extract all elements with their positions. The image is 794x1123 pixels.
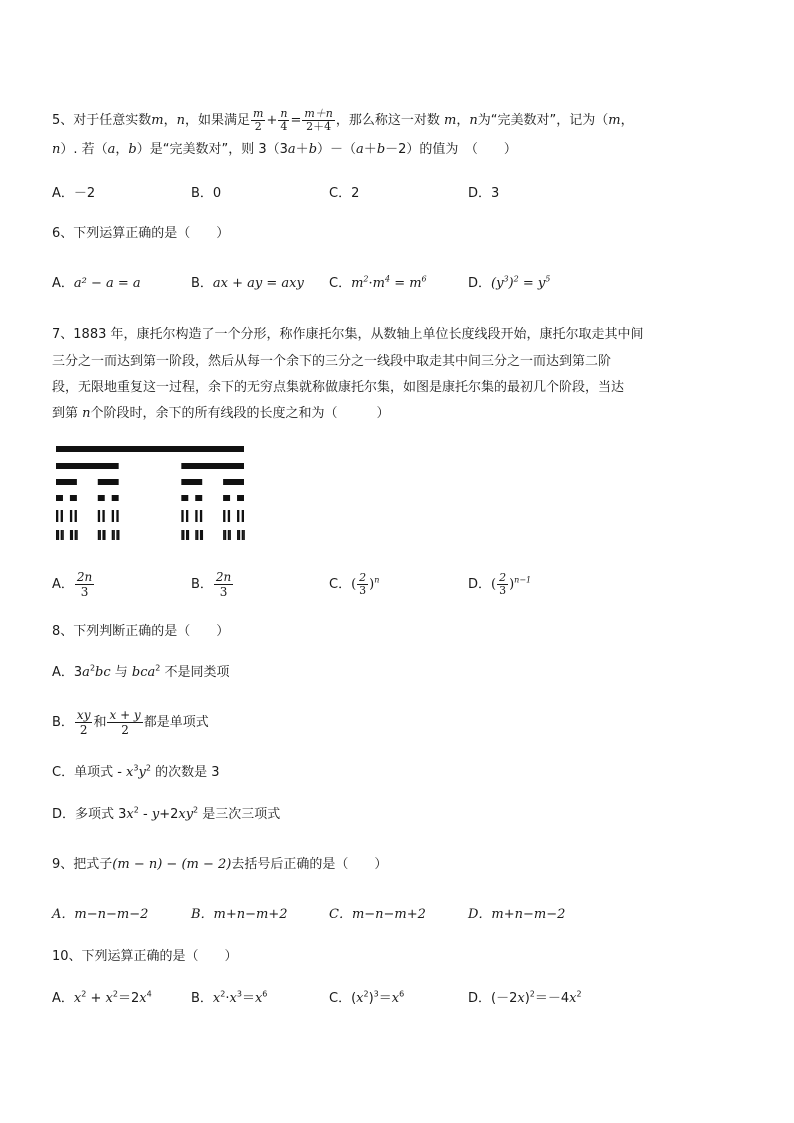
open-part: (y <box>491 276 504 291</box>
option-label: A． <box>52 991 74 1006</box>
cantor-segment <box>98 530 100 540</box>
exponent: 5 <box>545 274 551 284</box>
exponent: 6 <box>262 989 268 999</box>
option-text: 不是同类项 <box>160 665 230 680</box>
q9-option-b[interactable]: B．m+n−m+2 <box>191 907 288 922</box>
q7-stem-line3: 段，无限地重复这一过程，余下的无穷点集就称做康托尔集，如图是康托尔集的最初几个阶段，当达 <box>52 380 625 395</box>
cantor-segment <box>181 463 244 469</box>
denominator: 3 <box>75 584 94 599</box>
cantor-segment <box>181 530 183 540</box>
option-text: +2 <box>159 807 179 822</box>
cantor-segment <box>228 530 230 540</box>
q5-option-c[interactable]: C．2 <box>329 186 360 201</box>
q5-text: ，那么称这一对数 <box>335 113 440 128</box>
denominator: 3 <box>214 584 233 599</box>
cantor-segment <box>181 479 202 485</box>
var-n: n <box>469 113 478 128</box>
cantor-segment <box>112 530 114 540</box>
var-x: x <box>105 991 113 1006</box>
numerator: xy <box>76 708 91 722</box>
fraction-n-over-4 <box>278 108 289 133</box>
cantor-segment <box>229 530 231 540</box>
fraction <box>75 570 94 599</box>
var-x: x <box>569 991 577 1006</box>
q5-text: ＋ <box>363 142 377 157</box>
cantor-segment <box>56 510 58 522</box>
q9-stem <box>52 855 387 875</box>
option-label: C．( <box>329 991 357 1006</box>
option-expression <box>351 276 427 291</box>
fraction-xy-over-2 <box>75 708 93 737</box>
option-text: B． <box>52 715 74 730</box>
cantor-segment <box>181 495 188 501</box>
fraction <box>214 570 233 599</box>
numerator: 2 <box>499 571 507 584</box>
cantor-segment <box>75 510 77 522</box>
cantor-set-figure <box>56 446 248 542</box>
q7-option-d[interactable]: D．( $\frac{2}{3}$ )$^{n-1}$ <box>468 571 532 597</box>
numerator: 2n <box>215 570 232 584</box>
option-label: B． <box>191 577 213 592</box>
cantor-segment <box>223 530 225 540</box>
equals-part: = y <box>518 276 546 291</box>
q5-text: 为“完美数对”，记为（ <box>477 113 609 128</box>
q9-option-c[interactable]: C．m−n−m+2 <box>329 907 426 922</box>
var-bca: bca <box>131 665 156 680</box>
var-x: x <box>254 991 263 1006</box>
cantor-segment <box>242 510 244 522</box>
q7-option-b[interactable] <box>191 568 234 602</box>
equals-part: = m <box>390 276 422 291</box>
var-b: b <box>376 142 386 157</box>
q8-stem: 8、下列判断正确的是（ ） <box>52 624 230 639</box>
q9-option-a[interactable]: A．m−n−m−2 <box>52 907 149 922</box>
var-y: y <box>151 807 160 822</box>
option-text: 都是单项式 <box>143 715 209 730</box>
cantor-segment <box>223 510 225 522</box>
option-expression <box>491 276 550 291</box>
cantor-segment <box>181 510 183 522</box>
cantor-segment <box>56 495 63 501</box>
cantor-segment <box>56 530 58 540</box>
cantor-segment <box>98 510 100 522</box>
cantor-segment <box>61 530 63 540</box>
q6-option-d[interactable] <box>468 272 550 296</box>
cantor-segment <box>237 495 244 501</box>
exponent: 2 <box>81 989 87 999</box>
option-expression: ax + ay = axy <box>212 276 304 291</box>
denominator: 4 <box>278 120 289 133</box>
cantor-segment <box>183 530 185 540</box>
numerator: x + y <box>109 708 141 722</box>
var-a: a <box>356 142 364 157</box>
q10-option-b[interactable] <box>191 987 267 1011</box>
q8-option-b[interactable] <box>52 708 209 738</box>
cantor-segment <box>102 510 104 522</box>
cantor-segment <box>223 479 244 485</box>
dot-operator: · <box>225 991 230 1006</box>
option-text: A．3 <box>52 665 83 680</box>
denominator: 2 <box>107 722 142 737</box>
cantor-segment <box>98 495 105 501</box>
exponent: n−1 <box>514 575 532 585</box>
exponent: 6 <box>399 989 405 999</box>
exponent: 2 <box>133 805 139 815</box>
exponent: 4 <box>384 274 391 284</box>
q5-option-b[interactable]: B．0 <box>191 186 222 201</box>
cantor-segment <box>116 510 118 522</box>
cantor-set-segments <box>56 446 245 540</box>
exponent: 4 <box>146 989 152 999</box>
var-y: y <box>138 765 146 780</box>
cantor-segment <box>237 510 239 522</box>
option-label: D．(－2 <box>468 991 518 1006</box>
exponent: 2 <box>193 805 199 815</box>
cantor-segment <box>195 530 197 540</box>
cantor-segment <box>71 530 73 540</box>
q5-option-a[interactable]: A．－2 <box>52 186 96 201</box>
cantor-segment <box>112 495 119 501</box>
cantor-segment <box>243 530 245 540</box>
option-label: A． <box>52 577 74 592</box>
cantor-segment <box>70 495 77 501</box>
cantor-segment <box>239 530 241 540</box>
var-n: n <box>82 406 91 421</box>
equals-part: ＝－4 <box>534 991 570 1006</box>
cantor-segment <box>76 530 78 540</box>
numerator: n <box>280 107 288 120</box>
cantor-segment <box>98 479 119 485</box>
exponent: 2 <box>220 989 226 999</box>
q5-text: ）是“完美数对”，则 3（3 <box>136 142 288 157</box>
cantor-segment <box>186 510 188 522</box>
cantor-segment <box>61 510 63 522</box>
var-x: x <box>391 991 400 1006</box>
var-xy: xy <box>178 807 194 822</box>
exponent: 2 <box>576 989 582 999</box>
var-a: a <box>82 665 90 680</box>
exponent: n <box>374 575 380 585</box>
option-label: C． <box>329 276 352 291</box>
q10-option-d[interactable] <box>468 987 582 1011</box>
fraction <box>497 572 508 597</box>
q10-option-a[interactable] <box>52 987 152 1011</box>
option-text: 和 <box>93 715 107 730</box>
exponent: 2 <box>363 274 369 284</box>
q6-option-c[interactable] <box>329 272 427 296</box>
option-label: D． <box>468 577 492 592</box>
option-label: A． <box>52 276 74 291</box>
option-label: D． <box>468 276 492 291</box>
exponent: 2 <box>89 663 96 673</box>
fraction-sum <box>302 108 335 133</box>
q7-option-c[interactable]: C．( $\frac{2}{3}$ )$^n$ <box>329 571 380 597</box>
cantor-segment <box>237 530 239 540</box>
q7-text: 个阶段时，余下的所有线段的长度之和为（ ） <box>90 406 390 421</box>
q10-option-c[interactable] <box>329 987 404 1011</box>
var-m: m <box>351 276 364 291</box>
cantor-segment <box>195 510 197 522</box>
cantor-segment <box>70 530 72 540</box>
var-m: m <box>372 276 385 291</box>
plus-part: + <box>86 991 106 1006</box>
var-x: x <box>126 765 134 780</box>
denominator: 2＋4 <box>302 120 335 133</box>
q7-stem-line2: 三分之一而达到第一阶段，然后从每一个余下的三分之一线段中取走其中间三分之一而达到第二阶 <box>52 354 612 369</box>
q5-text: ， <box>456 113 470 128</box>
cantor-segment <box>200 530 202 540</box>
q5-text: ＋ <box>295 142 309 157</box>
dot-operator: · <box>368 276 373 291</box>
denominator: 3 <box>359 584 367 597</box>
equals-part: ＝2 <box>117 991 140 1006</box>
option-text: - <box>138 807 152 822</box>
var-n: n <box>176 113 185 128</box>
var-a: a <box>107 142 116 157</box>
cantor-segment <box>116 530 118 540</box>
q9-text: 去括号后正确的是（ ） <box>231 857 388 872</box>
cantor-segment <box>225 530 227 540</box>
var-n: n <box>52 142 61 157</box>
equals-sign: = <box>290 113 302 128</box>
q7-text: 到第 <box>52 406 83 421</box>
exponent: 2 <box>529 989 535 999</box>
exponent: 3 <box>236 989 242 999</box>
cantor-segment <box>113 530 115 540</box>
var-m: m <box>151 113 164 128</box>
q5-text: 5、对于任意实数 <box>52 113 152 128</box>
var-x: x <box>517 991 525 1006</box>
q6-option-a[interactable] <box>52 272 141 296</box>
equals-part: ＝ <box>241 991 255 1006</box>
option-label: B． <box>191 276 213 291</box>
var-m: m <box>608 113 621 128</box>
cantor-segment <box>201 530 203 540</box>
var-b: b <box>308 142 318 157</box>
numerator: m＋n <box>304 107 333 120</box>
numerator: 2 <box>359 571 367 584</box>
numerator: 2n <box>76 570 93 584</box>
var-x: x <box>73 991 82 1006</box>
cantor-segment <box>58 530 60 540</box>
option-label: B． <box>191 991 213 1006</box>
cantor-segment <box>99 530 101 540</box>
q5-text: ， <box>620 113 634 128</box>
exponent: 2 <box>363 989 369 999</box>
cantor-segment <box>112 510 114 522</box>
denominator: 2 <box>251 120 265 133</box>
q8-option-d[interactable] <box>52 805 280 825</box>
exponent: 6 <box>421 274 427 284</box>
cantor-segment <box>70 510 72 522</box>
equals-part: ＝ <box>378 991 392 1006</box>
exponent: 2 <box>155 663 161 673</box>
q8-option-c[interactable] <box>52 763 219 783</box>
q5-stem-line1 <box>52 108 634 133</box>
plus-sign: + <box>266 113 278 128</box>
close-paren: ) <box>368 991 374 1006</box>
option-text: C．单项式 - <box>52 765 127 780</box>
cantor-segment <box>197 530 199 540</box>
var-x: x <box>126 807 134 822</box>
option-text: 的次数是 3 <box>150 765 220 780</box>
cantor-segment <box>195 495 202 501</box>
cantor-segment <box>102 530 104 540</box>
q5-option-d[interactable]: D．3 <box>468 186 500 201</box>
cantor-segment <box>200 510 202 522</box>
option-text: 是三次三项式 <box>198 807 281 822</box>
fraction-x-plus-y-over-2 <box>107 708 142 737</box>
option-text: D．多项式 3 <box>52 807 127 822</box>
numerator: m <box>253 107 264 120</box>
q6-option-b[interactable] <box>191 272 304 296</box>
option-text: 与 <box>110 665 132 680</box>
close-paren: ) <box>508 276 514 291</box>
q5-text: －2）的值为 （ ） <box>385 142 517 157</box>
var-x: x <box>139 991 147 1006</box>
cantor-segment <box>188 530 190 540</box>
q5-text: ， <box>115 142 129 157</box>
fraction <box>357 572 368 597</box>
q5-stem-line2 <box>52 140 517 160</box>
q7-stem-line4 <box>52 404 390 424</box>
q9-option-d[interactable]: D．m+n−m−2 <box>468 907 566 922</box>
var-m: m <box>444 113 457 128</box>
var-x: x <box>229 991 237 1006</box>
cantor-segment <box>223 495 230 501</box>
cantor-segment <box>118 530 120 540</box>
q6-stem: 6、下列运算正确的是（ ） <box>52 226 230 241</box>
q8-option-a[interactable] <box>52 663 230 683</box>
exponent: 3 <box>133 763 139 773</box>
exponent: 2 <box>513 274 519 284</box>
cantor-segment <box>242 530 244 540</box>
option-expression: a² − a = a <box>73 276 141 291</box>
var-x: x <box>212 991 221 1006</box>
denominator: 2 <box>75 722 93 737</box>
exponent: 3 <box>373 989 379 999</box>
var-b: b <box>128 142 137 157</box>
q5-text: ，如果满足 <box>185 113 251 128</box>
q9-text: 9、把式子 <box>52 857 113 872</box>
denominator: 3 <box>499 584 507 597</box>
q7-stem-line1: 7、1883 年，康托尔构造了一个分形，称作康托尔集，从数轴上单位长度线段开始，康托尔取走其中间 <box>52 327 644 342</box>
cantor-segment <box>104 530 106 540</box>
q5-text: ， <box>163 113 177 128</box>
q5-text: ）. 若（ <box>60 142 108 157</box>
cantor-segment <box>228 510 230 522</box>
var-a: a <box>287 142 296 157</box>
option-label: C． <box>329 577 352 592</box>
cantor-segment <box>56 463 119 469</box>
q5-text: ）－（ <box>317 142 357 157</box>
fraction-m-over-2 <box>251 108 265 133</box>
var-x: x <box>356 991 364 1006</box>
exponent: 3 <box>503 274 509 284</box>
cantor-segment <box>75 530 77 540</box>
cantor-segment <box>62 530 64 540</box>
q9-expression: (m − n) − (m − 2) <box>112 857 232 872</box>
q10-stem: 10、下列运算正确的是（ ） <box>52 949 238 964</box>
var-bc: bc <box>95 665 111 680</box>
close-paren: ) <box>524 991 530 1006</box>
cantor-segment <box>186 530 188 540</box>
cantor-segment <box>56 479 77 485</box>
cantor-segment <box>56 446 244 452</box>
exponent: 2 <box>112 989 118 999</box>
exponent: 2 <box>145 763 151 773</box>
q7-option-a[interactable] <box>52 568 95 602</box>
